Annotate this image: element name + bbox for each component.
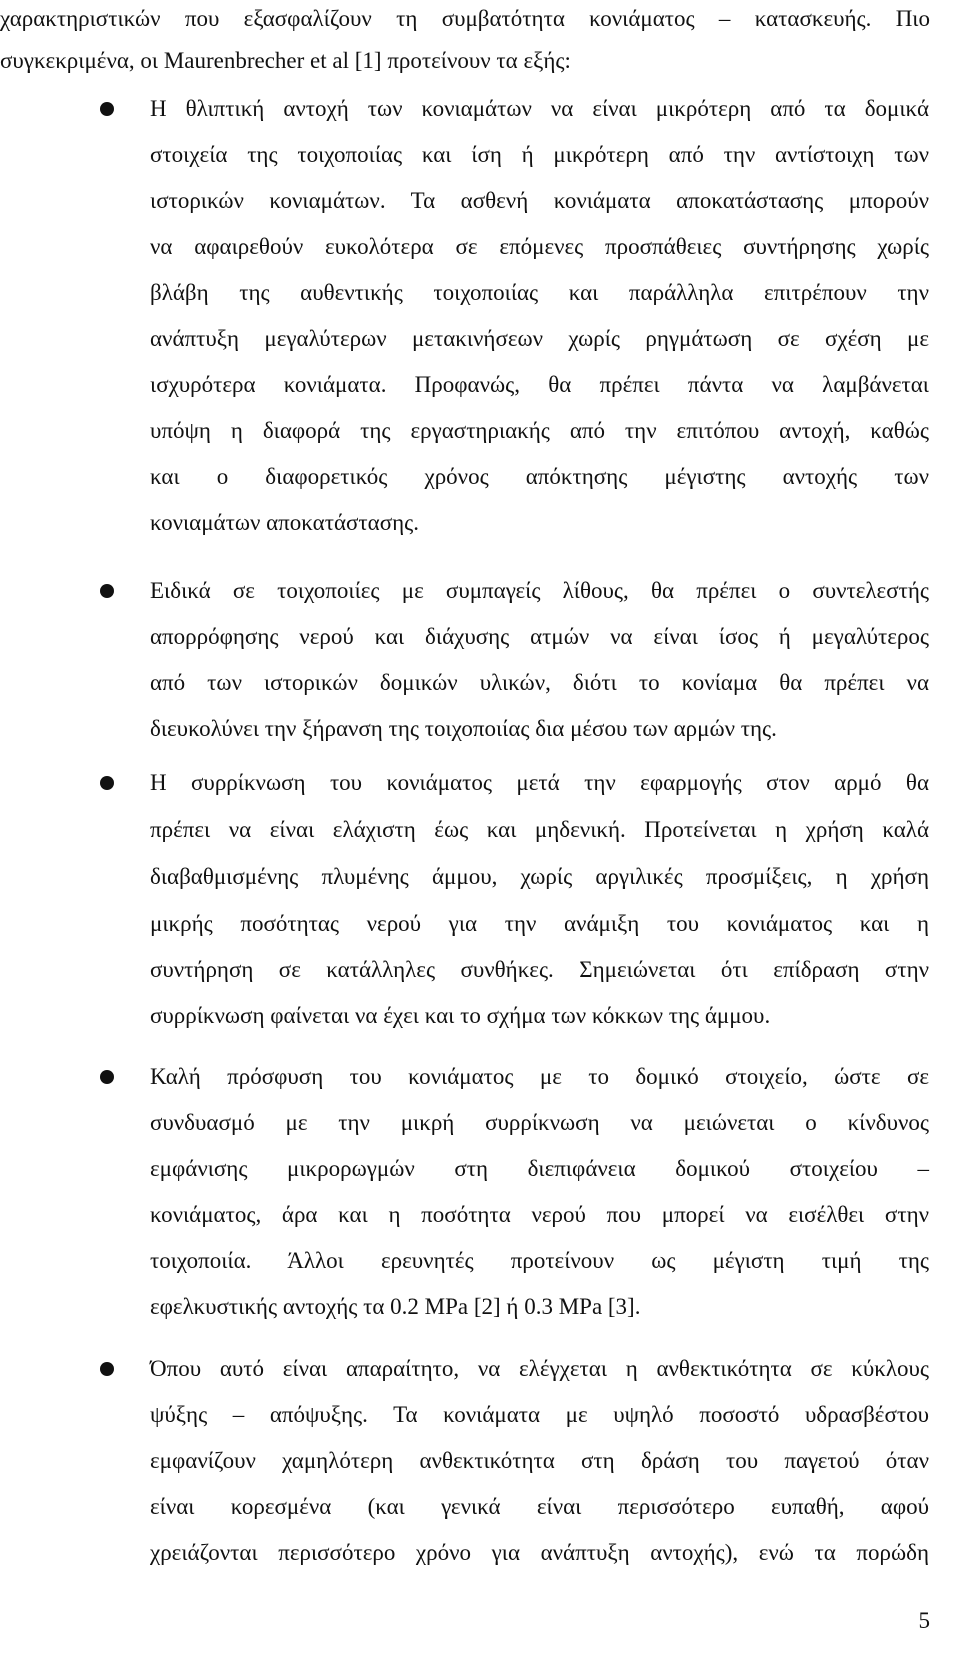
list-item-line: ψύξης – απόψυξης. Τα κονιάματα με υψηλό ποσοστό υδρασβέστου [150,1402,929,1427]
list-item-line: τοιχοποιία. Άλλοι ερευνητές προτείνουν ως μέγιστη τιμή της [150,1248,929,1273]
list-item-line: να αφαιρεθούν ευκολότερα σε επόμενες προσπάθειες συντήρησης χωρίς [150,234,929,259]
list-item-line: Η συρρίκνωση του κονιάματος μετά την εφαρμογής στον αρμό θα [150,770,929,795]
list-item-line: συνδυασμό με την μικρή συρρίκνωση να μειώνεται ο κίνδυνος [150,1110,929,1135]
list-item-line: διαβαθμισμένης πλυμένης άμμου, χωρίς αργιλικές προσμίξεις, η χρήση [150,864,929,889]
list-item-line: Όπου αυτό είναι απαραίτητο, να ελέγχεται η ανθεκτικότητα σε κύκλους [150,1356,929,1381]
list-item-line: Καλή πρόσφυση του κονιάματος με το δομικό στοιχείο, ώστε σε [150,1064,929,1089]
list-item-line: συρρίκνωση φαίνεται να έχει και το σχήμα των κόκκων της άμμου. [150,1003,771,1028]
list-item-line: ανάπτυξη μεγαλύτερων μετακινήσεων χωρίς ρηγμάτωση σε σχέση με [150,326,929,351]
bullet-icon [100,102,114,116]
intro-line: χαρακτηριστικών που εξασφαλίζουν τη συμβατότητα κονιάματος – κατασκευής. Πιο [0,6,930,31]
list-item-line: Ειδικά σε τοιχοποιίες με συμπαγείς λίθους, θα πρέπει ο συντελεστής [150,578,929,603]
list-item-line: εμφανίζουν χαμηλότερη ανθεκτικότητα στη δράση του παγετού όταν [150,1448,929,1473]
list-item-line: κονιαμάτων αποκατάστασης. [150,510,420,535]
page-number: 5 [918,1608,930,1633]
list-item-line: κονιάματος, άρα και η ποσότητα νερού που μπορεί να εισέλθει στην [150,1202,929,1227]
bullet-icon [100,1362,114,1376]
list-item-line: εφελκυστικής αντοχής τα 0.2 MPa [2] ή 0.3 MPa [3]. [150,1294,641,1319]
list-item-line: υπόψη η διαφορά της εργαστηριακής από την επιτόπου αντοχή, καθώς [150,418,929,443]
bullet-icon [100,1070,114,1084]
bullet-icon [100,584,114,598]
list-item-line: μικρής ποσότητας νερού για την ανάμιξη του κονιάματος και η [150,911,929,936]
list-item-line: είναι κορεσμένα (και γενικά είναι περισσότερο ευπαθή, αφού [150,1494,929,1519]
list-item-line: και ο διαφορετικός χρόνος απόκτησης μέγιστης αντοχής των [150,464,929,489]
list-item-line: Η θλιπτική αντοχή των κονιαμάτων να είναι μικρότερη από τα δομικά [150,96,929,121]
list-item-line: ισχυρότερα κονιάματα. Προφανώς, θα πρέπει πάντα να λαμβάνεται [150,372,929,397]
list-item-line: χρειάζονται περισσότερο χρόνο για ανάπτυξη αντοχής), ενώ τα πορώδη [150,1540,929,1565]
intro-line: συγκεκριμένα, οι Maurenbrecher et al [1] προτείνουν τα εξής: [0,48,571,73]
list-item-line: από των ιστορικών δομικών υλικών, διότι το κονίαμα θα πρέπει να [150,670,929,695]
list-item-line: στοιχεία της τοιχοποιίας και ίση ή μικρότερη από την αντίστοιχη των [150,142,929,167]
list-item-line: εμφάνισης μικρορωγμών στη διεπιφάνεια δομικού στοιχείου – [150,1156,929,1181]
list-item-line: ιστορικών κονιαμάτων. Τα ασθενή κονιάματα αποκατάστασης μπορούν [150,188,929,213]
bullet-icon [100,776,114,790]
list-item-line: βλάβη της αυθεντικής τοιχοποιίας και παράλληλα επιτρέπουν την [150,280,929,305]
list-item-line: απορρόφησης νερού και διάχυσης ατμών να είναι ίσος ή μεγαλύτερος [150,624,929,649]
list-item-line: πρέπει να είναι ελάχιστη έως και μηδενική. Προτείνεται η χρήση καλά [150,817,929,842]
list-item-line: διευκολύνει την ξήρανση της τοιχοποιίας δια μέσου των αρμών της. [150,716,777,741]
list-item-line: συντήρηση σε κατάλληλες συνθήκες. Σημειώνεται ότι επίδραση στην [150,957,929,982]
